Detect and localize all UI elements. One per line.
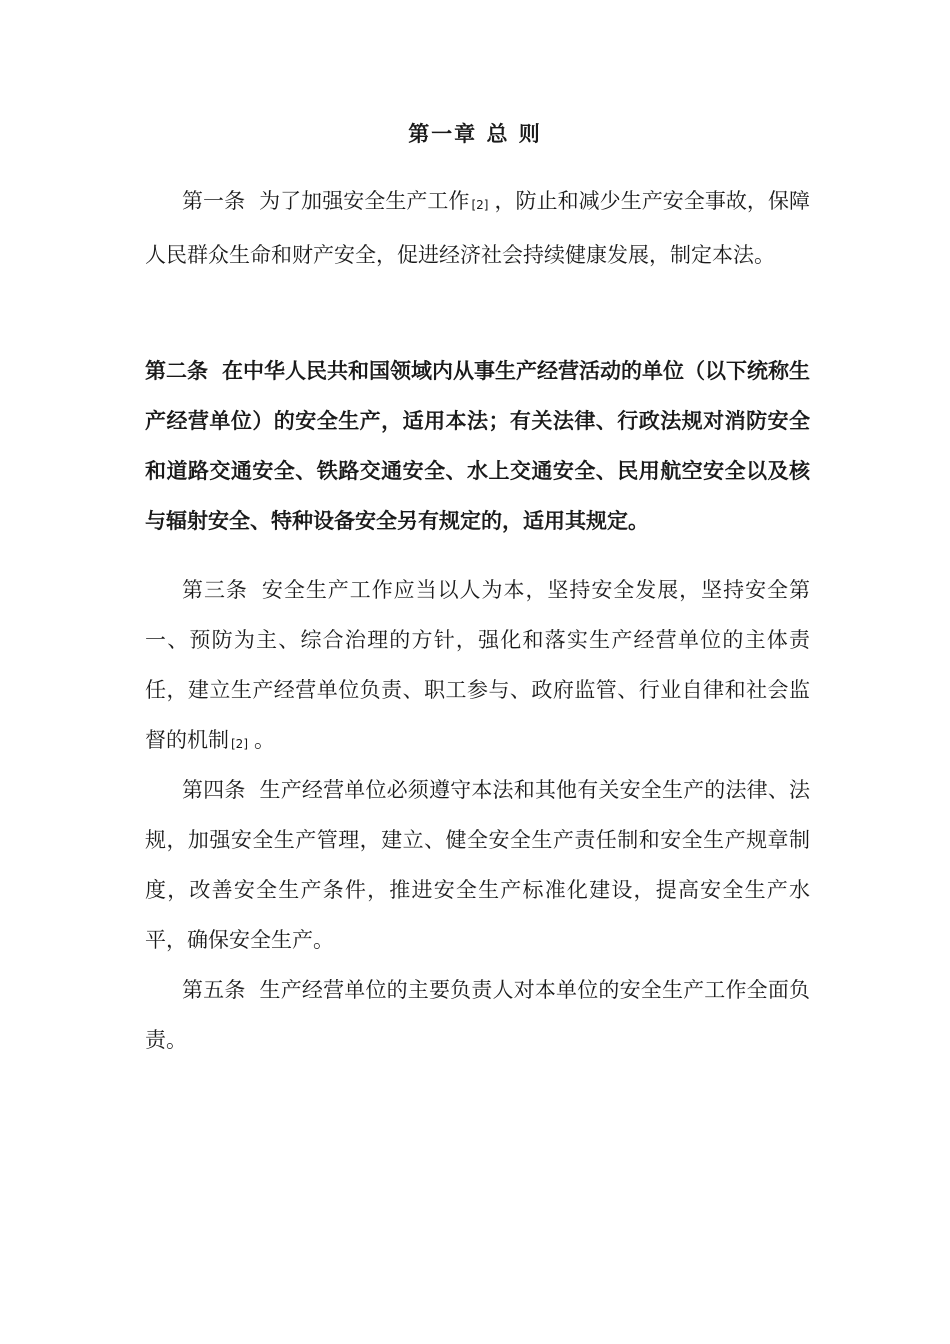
article-text-cont: 。 (254, 728, 275, 752)
article-5 (145, 965, 810, 1065)
reference-link[interactable]: [2] (231, 737, 248, 751)
article-text: 在中华人民共和国领域内从事生产经营活动的单位（以下统称生产经营单位）的安全生产，适用本法；有关法律、行政法规对消防安全和道路交通安全、铁路交通安全、水上交通安全、民用航空安全以及核与辐射安全、特种设备安全另有规定的，适用其规定。 (145, 359, 810, 533)
chapter-title: 第一章 总 则 (408, 122, 542, 146)
article-text: 安全生产工作应当以人为本，坚持安全发展，坚持安全第一、预防为主、综合治理的方针，强化和落实生产经营单位的主体责任，建立生产经营单位负责、职工参与、政府监管、行业自律和社会监督的机制 (145, 578, 810, 752)
article-1 (145, 176, 810, 280)
reference-link[interactable]: [2] (471, 198, 489, 212)
article-4 (145, 765, 810, 965)
article-label: 第四条 (182, 778, 246, 802)
article-label: 第二条 (145, 359, 208, 383)
article-text-cont: ，防止和减少生产安全事故，保障人民群众生命和财产安全，促进经济社会持续健康发展，制定本法。 (145, 189, 811, 267)
article-text: 生产经营单位必须遵守本法和其他有关安全生产的法律、法规，加强安全生产管理，建立、健全安全生产责任制和安全生产规章制度，改善安全生产条件，推进安全生产标准化建设，提高安全生产水平，确保安全生产。 (145, 778, 811, 952)
article-text: 生产经营单位的主要负责人对本单位的安全生产工作全面负责。 (145, 978, 811, 1052)
article-label: 第三条 (182, 578, 248, 602)
article-2 (145, 346, 810, 546)
article-label: 第一条 (182, 189, 246, 213)
article-label: 第五条 (182, 978, 246, 1002)
article-text: 为了加强安全生产工作 (259, 189, 470, 213)
article-3 (145, 565, 810, 769)
